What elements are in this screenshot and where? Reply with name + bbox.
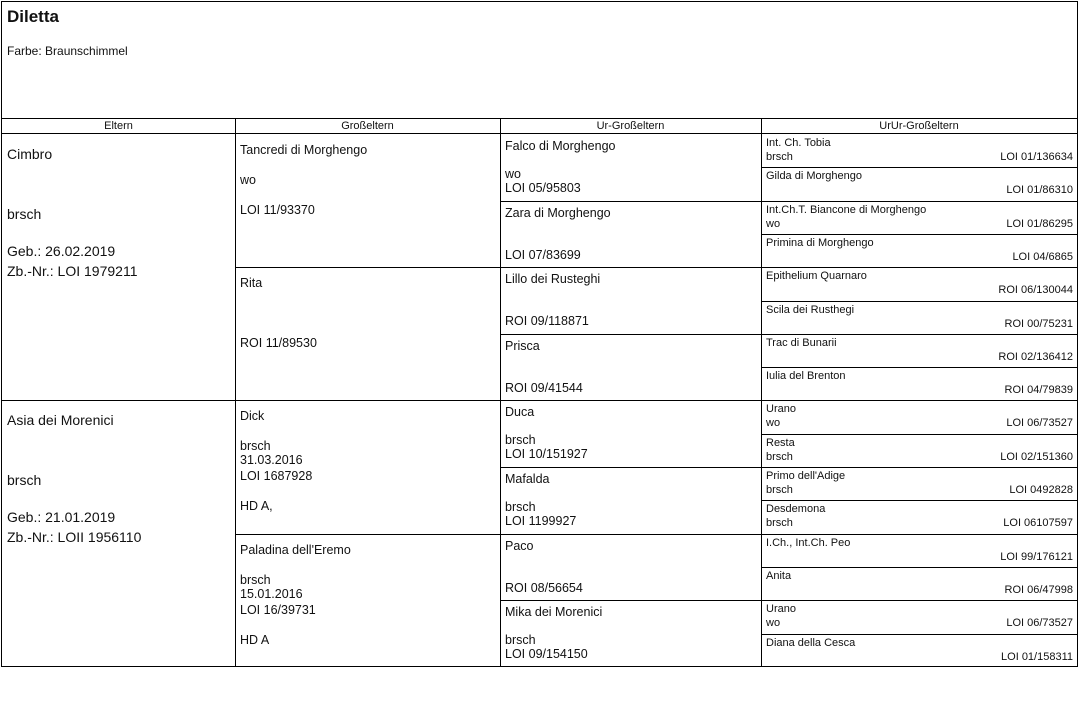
great-great-grandparent-registration: LOI 01/86310 (1006, 184, 1073, 197)
great-grandparent-cell (500, 201, 761, 268)
great-grandparent-color: brsch (505, 433, 536, 448)
great-grandparent-name: Falco di Morghengo (505, 139, 616, 153)
great-grandparent-registration: ROI 08/56654 (505, 580, 583, 595)
grandparent-color: wo (240, 173, 256, 187)
row-divider (761, 634, 1077, 635)
great-great-grandparent-name: Iulia del Brenton (766, 370, 846, 383)
great-grandparent-registration: LOI 1199927 (505, 514, 577, 528)
grandparent-cell (235, 400, 500, 533)
great-great-grandparent-color: wo (766, 417, 781, 430)
great-great-grandparent-name: I.Ch., Int.Ch. Peo (766, 536, 851, 549)
grandparent-registration: ROI 11/89530 (240, 336, 317, 351)
great-great-grandparent-registration: LOI 01/136634 (1000, 151, 1073, 163)
great-great-grandparent-registration: LOI 01/86295 (1006, 217, 1073, 230)
grandparent-registration: LOI 16/39731 (240, 602, 316, 617)
grandparent-health: HD A (240, 632, 270, 647)
great-great-grandparent-color: wo (766, 217, 781, 230)
column-header-grosseltern: Großeltern (235, 119, 500, 134)
great-grandparent-cell (500, 400, 761, 467)
row-divider (761, 500, 1077, 501)
parent-birth-date: Geb.: 26.02.2019 (7, 243, 116, 259)
great-great-grandparent-cell (761, 167, 1077, 200)
great-grandparent-registration: ROI 09/118871 (505, 314, 589, 329)
parent-cell (2, 134, 235, 400)
document-header (2, 2, 1077, 119)
grandparent-cell (235, 267, 500, 400)
parent-name: Cimbro (7, 146, 53, 162)
great-great-grandparent-name: Primina di Morghengo (766, 236, 874, 249)
great-grandparent-registration: LOI 07/83699 (505, 247, 581, 262)
great-grandparent-color: brsch (505, 500, 536, 514)
great-great-grandparent-color: brsch (766, 151, 793, 163)
great-great-grandparent-name: Primo dell'Adige (766, 470, 846, 482)
great-great-grandparent-cell (761, 567, 1077, 600)
row-divider (761, 234, 1077, 235)
great-great-grandparent-registration: LOI 02/151360 (1000, 450, 1073, 463)
great-great-grandparent-color: brsch (766, 517, 793, 530)
great-great-grandparent-cell (761, 367, 1077, 400)
great-great-grandparent-name: Scila dei Rusthegi (766, 303, 855, 316)
great-great-grandparent-registration: LOI 06107597 (1003, 517, 1073, 530)
great-great-grandparent-registration: LOI 0492828 (1009, 484, 1073, 496)
great-grandparent-cell (500, 534, 761, 601)
row-divider (761, 167, 1077, 168)
row-divider (500, 334, 1077, 335)
great-great-grandparent-registration: ROI 06/47998 (1004, 583, 1073, 596)
row-divider (761, 367, 1077, 368)
grandparent-registration: LOI 1687928 (240, 469, 313, 484)
great-grandparent-name: Prisca (505, 338, 540, 353)
row-divider (235, 534, 1077, 535)
great-great-grandparent-cell (761, 267, 1077, 300)
great-great-grandparent-cell (761, 534, 1077, 567)
great-great-grandparent-cell (761, 400, 1077, 433)
great-grandparent-cell (500, 467, 761, 534)
row-divider (235, 267, 1077, 268)
coat-color-line: Farbe: Braunschimmel (7, 44, 128, 58)
column-header-urur-grosseltern: UrUr-Großeltern (761, 119, 1077, 134)
row-divider (500, 600, 1077, 601)
great-great-grandparent-name: Urano (766, 603, 796, 616)
grandparent-name: Dick (240, 409, 265, 424)
great-great-grandparent-name: Desdemona (766, 503, 826, 516)
grandparent-cell (235, 534, 500, 667)
grandparent-name: Rita (240, 276, 263, 291)
grandparent-birth-date: 15.01.2016 (240, 586, 303, 601)
grandparent-name: Paladina dell'Eremo (240, 542, 351, 557)
great-grandparent-cell (500, 134, 761, 201)
great-great-grandparent-cell (761, 634, 1077, 667)
parent-registration: Zb.-Nr.: LOII 1956110 (7, 529, 142, 546)
great-great-grandparent-registration: LOI 06/73527 (1006, 417, 1073, 430)
great-great-grandparent-cell (761, 201, 1077, 234)
parent-cell (2, 400, 235, 666)
parent-birth-date: Geb.: 21.01.2019 (7, 509, 116, 526)
great-great-grandparent-name: Urano (766, 403, 796, 416)
great-grandparent-name: Zara di Morghengo (505, 205, 611, 220)
row-divider (761, 434, 1077, 435)
great-great-grandparent-registration: ROI 02/136412 (998, 350, 1073, 363)
great-great-grandparent-cell (761, 600, 1077, 633)
great-great-grandparent-name: Trac di Bunarii (766, 336, 837, 349)
grandparent-name: Tancredi di Morghengo (240, 143, 368, 157)
great-great-grandparent-color: brsch (766, 450, 793, 463)
parent-name: Asia dei Morenici (7, 412, 114, 429)
grandparent-birth-date: 31.03.2016 (240, 453, 303, 468)
great-great-grandparent-cell (761, 134, 1077, 167)
parent-color: brsch (7, 206, 42, 222)
column-divider (235, 119, 236, 667)
great-great-grandparent-name: Anita (766, 569, 792, 582)
great-great-grandparent-name: Int.Ch.T. Biancone di Morghengo (766, 203, 927, 216)
great-great-grandparent-name: Gilda di Morghengo (766, 170, 863, 183)
great-great-grandparent-registration: LOI 06/73527 (1006, 617, 1073, 630)
great-grandparent-registration: ROI 09/41544 (505, 380, 583, 395)
great-grandparent-name: Paco (505, 538, 534, 553)
great-great-grandparent-registration: ROI 04/79839 (1004, 384, 1073, 397)
great-grandparent-registration: LOI 09/154150 (505, 647, 588, 662)
column-header-ur-grosseltern: Ur-Großeltern (500, 119, 761, 134)
great-grandparent-color: brsch (505, 633, 536, 648)
row-divider (500, 467, 1077, 468)
great-grandparent-color: wo (505, 167, 521, 181)
grandparent-color: brsch (240, 439, 271, 454)
horse-name-title: Diletta (7, 7, 59, 26)
great-great-grandparent-color: wo (766, 617, 781, 630)
great-great-grandparent-cell (761, 234, 1077, 267)
great-great-grandparent-name: Epithelium Quarnaro (766, 270, 867, 283)
great-great-grandparent-registration: LOI 04/6865 (1012, 250, 1073, 263)
great-great-grandparent-name: Int. Ch. Tobia (766, 137, 831, 149)
great-great-grandparent-registration: ROI 00/75231 (1004, 317, 1073, 330)
row-divider (761, 301, 1077, 302)
great-grandparent-cell (500, 267, 761, 334)
row-divider (761, 567, 1077, 568)
great-great-grandparent-cell (761, 500, 1077, 533)
column-header-eltern: Eltern (2, 119, 235, 134)
row-divider (500, 201, 1077, 202)
parent-color: brsch (7, 472, 42, 489)
great-grandparent-name: Mafalda (505, 472, 550, 486)
great-grandparent-cell (500, 334, 761, 401)
great-great-grandparent-color: brsch (766, 484, 793, 496)
grandparent-health: HD A, (240, 499, 273, 514)
great-great-grandparent-name: Resta (766, 436, 795, 449)
great-grandparent-name: Lillo dei Rusteghi (505, 272, 601, 287)
great-great-grandparent-cell (761, 434, 1077, 467)
grandparent-color: brsch (240, 572, 271, 587)
grandparent-registration: LOI 11/93370 (240, 203, 315, 217)
great-great-grandparent-cell (761, 467, 1077, 500)
great-grandparent-name: Duca (505, 405, 535, 420)
great-great-grandparent-name: Diana della Cesca (766, 636, 856, 649)
parent-registration: Zb.-Nr.: LOI 1979211 (7, 263, 138, 279)
great-great-grandparent-registration: LOI 01/158311 (1001, 650, 1073, 663)
great-great-grandparent-cell (761, 334, 1077, 367)
great-great-grandparent-registration: LOI 99/176121 (1000, 550, 1073, 563)
great-grandparent-cell (500, 600, 761, 667)
great-great-grandparent-cell (761, 301, 1077, 334)
great-grandparent-name: Mika dei Morenici (505, 605, 603, 620)
row-divider (2, 400, 1077, 401)
great-grandparent-registration: LOI 05/95803 (505, 181, 581, 195)
pedigree-document (1, 1, 1078, 667)
grandparent-cell (235, 134, 500, 267)
great-grandparent-registration: LOI 10/151927 (505, 447, 588, 462)
great-great-grandparent-registration: ROI 06/130044 (998, 284, 1073, 297)
